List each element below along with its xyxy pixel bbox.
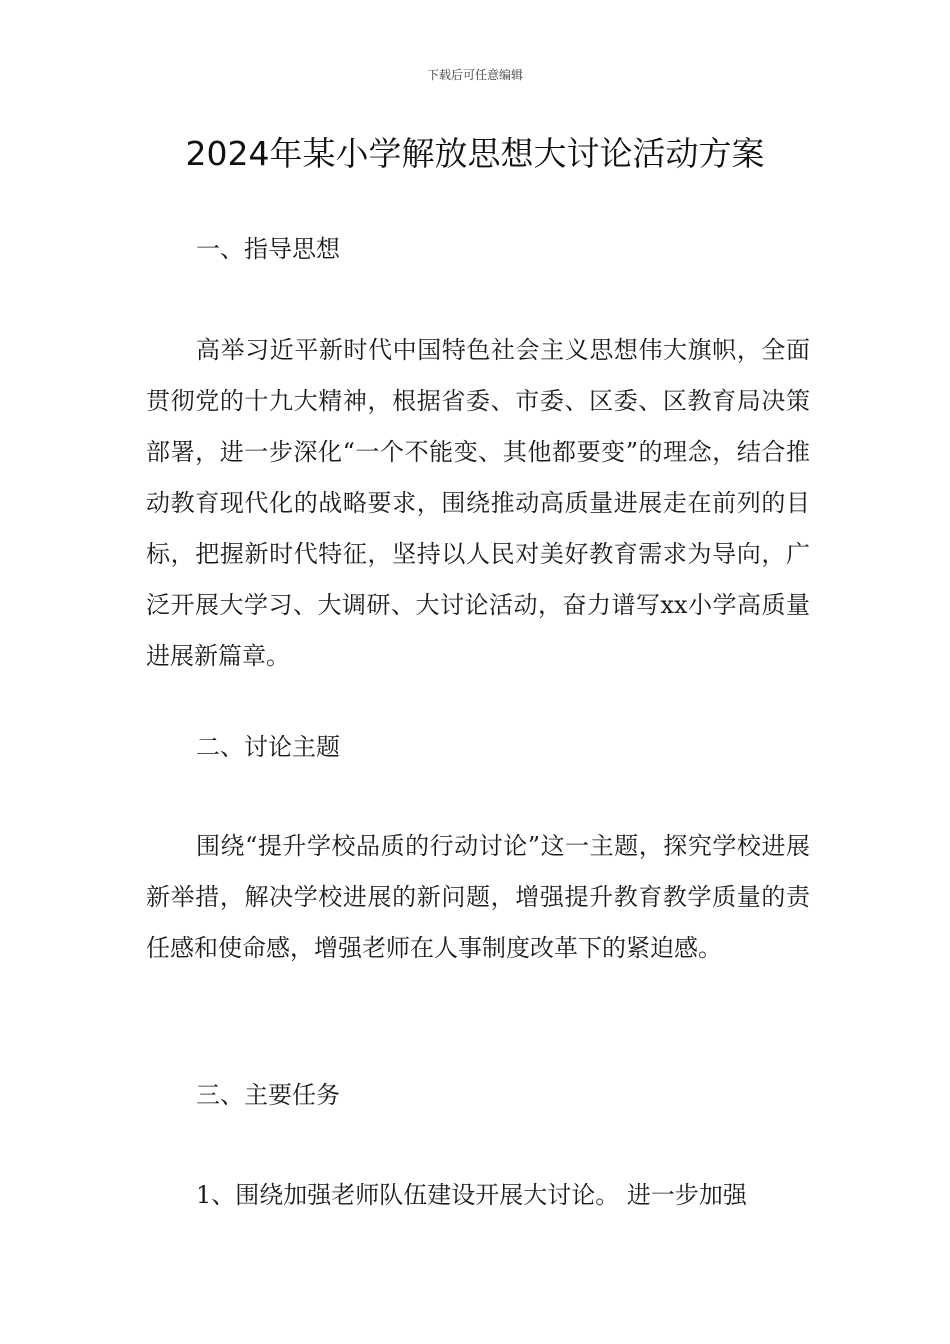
section-heading-1: 一、指导思想 xyxy=(196,235,340,263)
section-heading-2: 二、讨论主题 xyxy=(196,733,340,761)
section-paragraph-1: 高举习近平新时代中国特色社会主义思想伟大旗帜，全面贯彻党的十九大精神，根据省委、市委、区委、区教育局决策部署，进一步深化“一个不能变、其他都要变”的理念，结合推动教育现代化的战略要求，围绕推动高质量进展走在前列的目标，把握新时代特征，坚持以人民对美好教育需求为导向，广泛开展大学习、大调研、大讨论活动，奋力谱写xx小学高质量进展新篇章。 xyxy=(146,336,810,670)
document-title: 2024年某小学解放思想大讨论活动方案 xyxy=(185,134,765,173)
section-heading-3: 三、主要任务 xyxy=(196,1081,340,1109)
header-note: 下载后可任意编辑 xyxy=(426,68,523,82)
section-paragraph-3: 1、围绕加强老师队伍建设开展大讨论。 进一步加强 xyxy=(196,1181,747,1209)
section-paragraph-2: 围绕“提升学校品质的行动讨论”这一主题，探究学校进展新举措，解决学校进展的新问题，增强提升教育教学质量的责任感和使命感，增强老师在人事制度改革下的紧迫感。 xyxy=(146,832,810,962)
